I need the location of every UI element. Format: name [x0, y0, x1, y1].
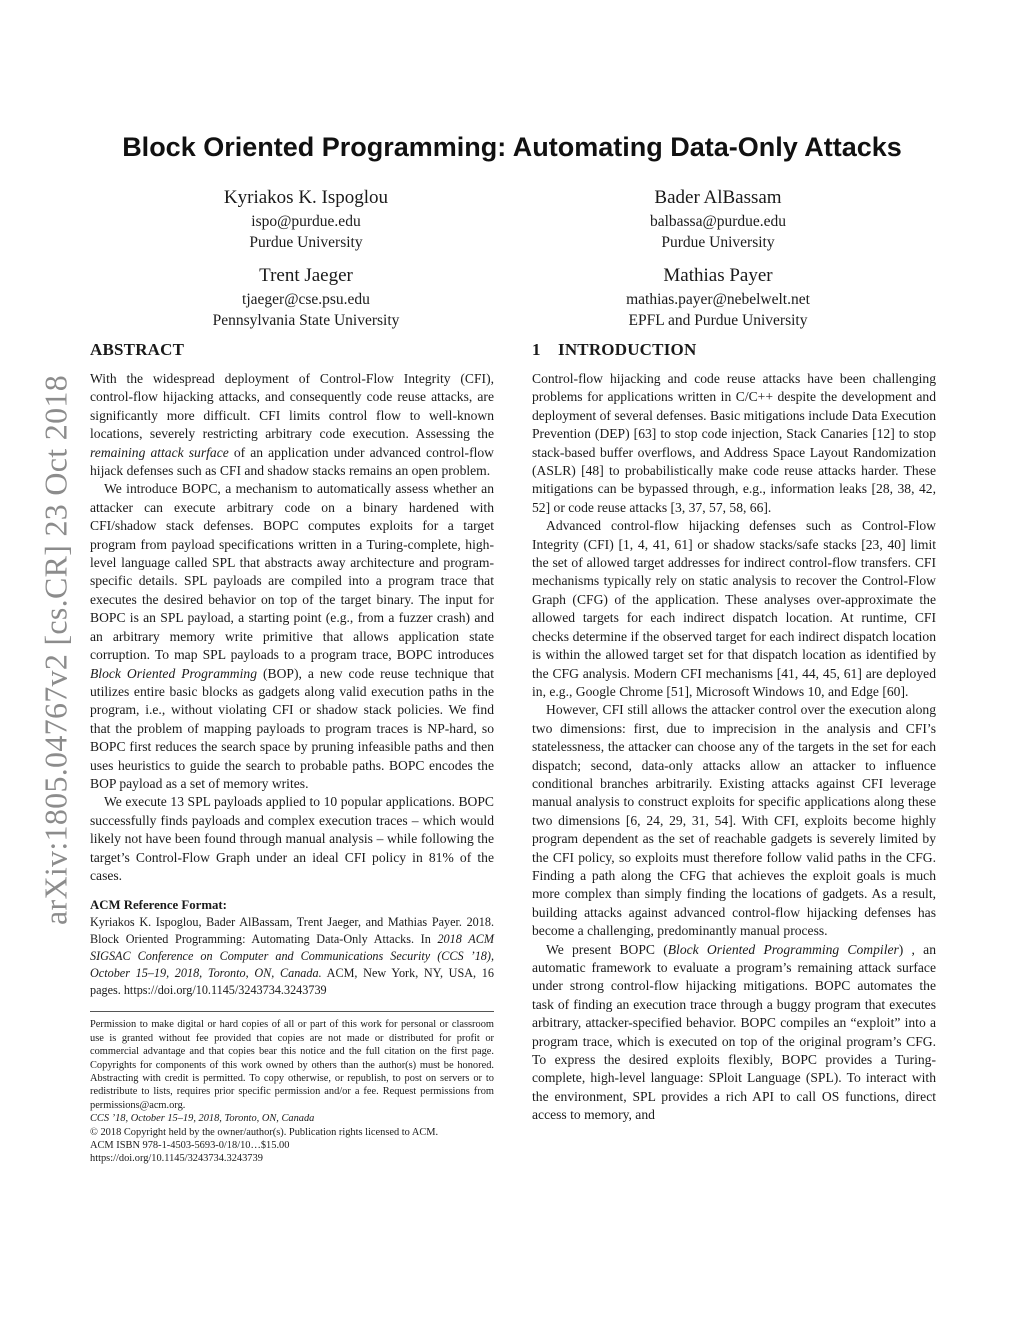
permission-notice: Permission to make digital or hard copies of all or part of this work for personal or classroom use is granted without fee provided that copies are not made or distributed for profit or commercial advantage and that copies bear this notice and the full citation on the first page. Copyrights for components of this work owned by others than the author(s) must be honored. Abstracting with credit is permitted. To copy otherwise, or republish, to post on servers or to redistribute to lists, requires prior specific permission and/or a fee. Request permissions from permissions@acm.org.	[90, 1019, 494, 1111]
introduction-paragraph: Control-flow hijacking and code reuse attacks have been challenging problems for applications written in C/C++ despite the development and deployment of several defenses. Basic mitigations include Data Execution Prevention (DEP) [63] to stop code injection, Stack Canaries [12] to stop stack-based buffer overflows, and Address Space Layout Randomization (ASLR) [48] to probabilistically make code reuse attacks harder. These mitigations can be bypassed through, e.g., information leaks [28, 38, 42, 52] or code reuse attacks [3, 37, 57, 58, 66].	[532, 371, 936, 515]
doi-link[interactable]: https://doi.org/10.1145/3243734.3243739	[90, 1153, 263, 1165]
author-name: Bader AlBassam	[654, 187, 782, 208]
introduction-heading: 1 INTRODUCTION	[532, 340, 697, 359]
author-name: Kyriakos K. Ispoglou	[223, 187, 389, 208]
author-affiliation: Purdue University	[249, 234, 363, 251]
conference-venue: CCS ’18, October 15–19, 2018, Toronto, ON, Canada	[90, 1113, 315, 1125]
copyright-block	[90, 1018, 494, 1165]
footnote-divider	[90, 1011, 494, 1012]
acm-reference-text: Kyriakos K. Ispoglou, Bader AlBassam, Trent Jaeger, and Mathias Payer. 2018. Block Oriented Programming: Automating Data-Only Attacks. In 2018 ACM SIGSAC Conference on Computer and Communications Security (CCS ’18), October 15–19, 2018, Toronto, ON, Canada. ACM, New York, NY, USA, 16 pages. https://doi.org/10.1145/3243734.3243739	[90, 915, 494, 998]
author-affiliation: EPFL and Purdue University	[628, 312, 808, 329]
left-column	[90, 338, 494, 1166]
arxiv-identifier: arXiv:1805.04767v2 [cs.CR] 23 Oct 2018	[37, 374, 74, 926]
author-block	[538, 263, 898, 331]
abstract-paragraph: We execute 13 SPL payloads applied to 10 popular applications. BOPC successfully finds payloads and complex execution traces – which would likely not have been found through manual analysis – while following the target’s Control-Flow Graph under an ideal CFI policy in 81% of the cases.	[90, 794, 494, 883]
abstract-paragraph: With the widespread deployment of Control-Flow Integrity (CFI), control-flow hijacking attacks, and consequently code reuse attacks, are significantly more difficult. CFI limits control flow to well-known locations, severely restricting arbitrary code execution. Assessing the remaining attack surface of an application under advanced control-flow hijack defenses such as CFI and shadow stacks remains an open problem.	[90, 371, 494, 479]
acm-reference-heading: ACM Reference Format:	[90, 898, 227, 913]
author-block	[126, 263, 486, 331]
paper-title: Block Oriented Programming: Automating Data-Only Attacks	[122, 132, 902, 162]
author-email[interactable]: tjaeger@cse.psu.edu	[242, 291, 370, 308]
author-block	[538, 185, 898, 253]
isbn: ACM ISBN 978-1-4503-5693-0/18/10…$15.00	[90, 1140, 290, 1152]
author-email[interactable]: ispo@purdue.edu	[251, 213, 361, 230]
author-block	[126, 185, 486, 253]
abstract-paragraph: We introduce BOPC, a mechanism to automatically assess whether an attacker can execute arbitrary code on a binary hardened with CFI/shadow stack defenses. BOPC computes exploits for a target program from payload specifications written in a Turing-complete, high-level language called SPL that abstracts away architecture and program-specific details. SPL payloads are compiled into a program trace that executes the desired behavior on top of the target binary. The input for BOPC is an SPL payload, a starting point (e.g., from a fuzzer crash) and an arbitrary memory write primitive that allows application state corruption. To map SPL payloads to a program trace, BOPC introduces Block Oriented Programming (BOP), a new code reuse technique that utilizes entire basic blocks as gadgets along valid execution paths in the program, i.e., without violating CFI or shadow stack policies. We find that the problem of mapping payloads to program traces is NP-hard, so BOPC first reduces the search space by pruning infeasible paths and then uses heuristics to guide the search to probable paths. BOPC encodes the BOP payload as a set of memory writes.	[90, 481, 494, 791]
introduction-paragraph: We present BOPC (Block Oriented Programming Compiler) , an automatic framework to evaluate a program’s remaining attack surface under strong control-flow hijacking mitigations. BOPC automates the task of finding an execution trace through a buggy program that executes arbitrary, attacker-specified behavior. BOPC compiles an “exploit” into a program trace, which is executed on top of the original program’s CFG. To express the desired exploits flexibly, BOPC provides a Turing-complete, high-level language: SPloit Language (SPL). To interact with the environment, SPL provides a rich API to call OS functions, direct access to memory, and	[532, 941, 936, 1123]
author-affiliation: Purdue University	[661, 234, 775, 251]
author-email[interactable]: mathias.payer@nebelwelt.net	[626, 291, 810, 308]
author-name: Trent Jaeger	[259, 265, 353, 286]
author-affiliation: Pennsylvania State University	[212, 312, 400, 329]
introduction-paragraph: Advanced control-flow hijacking defenses such as Control-Flow Integrity (CFI) [1, 4, 41, 61] or shadow stacks/safe stacks [23, 40] limit the set of allowed target addresses for indirect control-flow transfers. CFI mechanisms typically rely on static analysis to recover the Control-Flow Graph (CFG) of the application. These analyses over-approximate the allowed targets for each indirect dispatch location. At runtime, CFI checks determine if the observed target for each indirect dispatch location is within the allowed target set for that dispatch location as identified by the CFG analysis. Modern CFI mechanisms [41, 44, 45, 61] are deployed in, e.g., Google Chrome [51], Microsoft Windows 10, and Edge [60].	[532, 518, 936, 699]
introduction-paragraph: However, CFI still allows the attacker control over the execution along two dimensions: first, due to imprecision in the analysis and CFI’s statelessness, the attacker can choose any of the targets in the set for each dispatch; second, data-only attacks allow an attacker to influence conditional branches arbitrarily. Existing attacks against CFI leverage manual analysis to construct exploits for specific applications along these two dimensions [6, 24, 29, 31, 54]. With CFI, exploits become highly program dependent as the set of reachable gadgets is severely limited by the CFI policy, so exploits must therefore follow valid paths in the CFG. Finding a path along the CFG that achieves the exploit goals is much more complex than simply finding the locations of gadgets. As a result, building attacks against advanced control-flow hijacking defenses has become a challenging, predominantly manual process.	[532, 702, 936, 939]
right-column	[532, 338, 936, 1125]
copyright-holder: © 2018 Copyright held by the owner/author(s). Publication rights licensed to ACM.	[90, 1126, 439, 1138]
author-name: Mathias Payer	[663, 265, 773, 286]
author-email[interactable]: balbassa@purdue.edu	[649, 213, 787, 230]
abstract-heading: ABSTRACT	[90, 340, 185, 359]
